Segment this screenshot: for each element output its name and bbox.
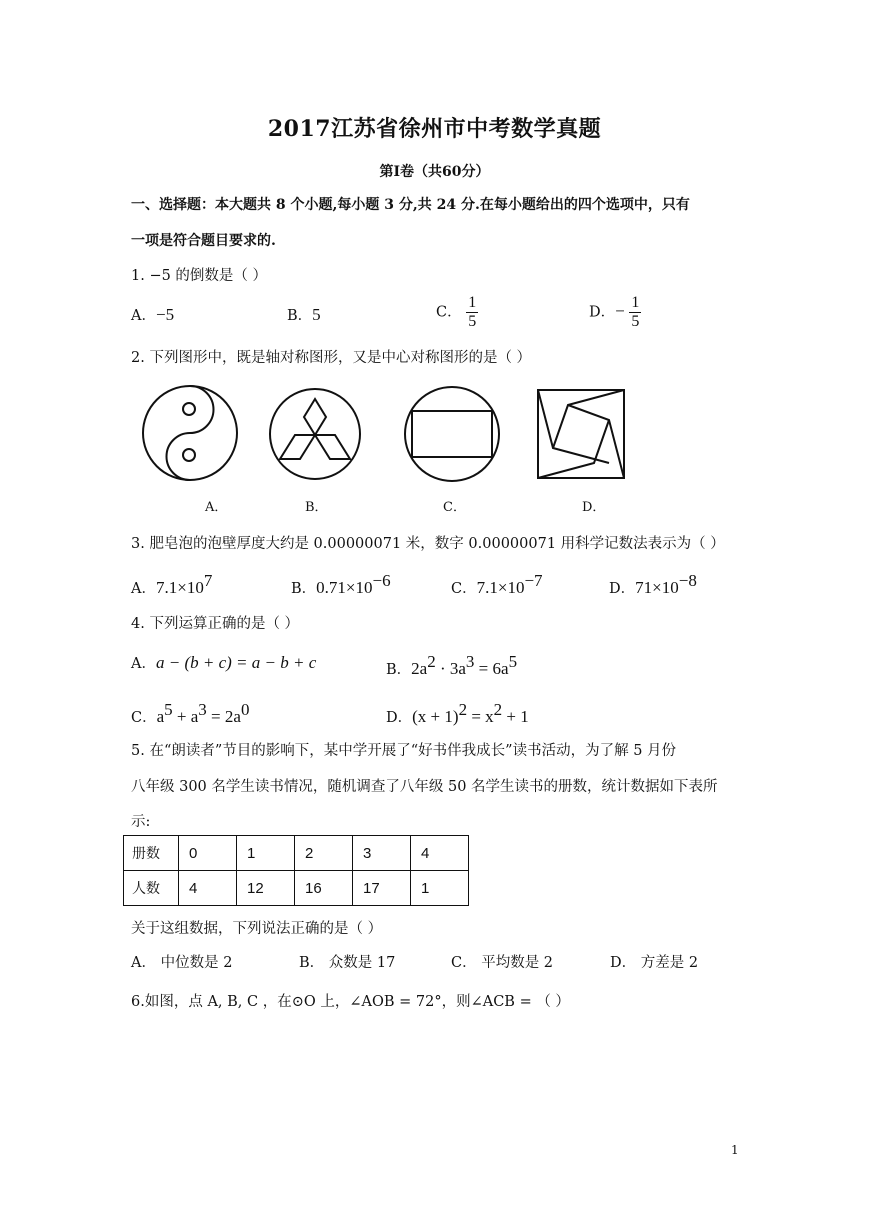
q5-option-b: B． 众数是 17 <box>299 955 396 971</box>
table-cell: 3 <box>353 836 411 871</box>
expr-part: = x <box>467 707 494 726</box>
table-header-cell: 册数 <box>124 836 179 871</box>
page-title: 2017江苏省徐州市中考数学真题 <box>267 116 602 142</box>
table-cell: 0 <box>179 836 237 871</box>
q3-option-c <box>451 571 543 598</box>
figure-label-d: D． <box>582 500 606 515</box>
exponent: −6 <box>372 571 391 590</box>
option-label: A． <box>131 656 156 672</box>
option-value: 0.71×10 <box>316 578 373 597</box>
q5-option-c: C． 平均数是 2 <box>451 955 554 971</box>
figure-label-b: B． <box>305 500 328 515</box>
rectangle-in-circle-figure <box>405 387 499 481</box>
table-cell: 17 <box>353 871 411 906</box>
q4-option-a <box>131 652 316 673</box>
option-label: A． <box>131 581 156 597</box>
exponent: 5 <box>164 700 173 719</box>
question-4-stem: 4. 下列运算正确的是（ ） <box>131 616 300 632</box>
exponent: 3 <box>198 700 207 719</box>
table-cell: 1 <box>411 871 469 906</box>
expr-part: (x + 1) <box>412 707 459 726</box>
expr-part: + a <box>172 707 199 726</box>
exponent: 3 <box>465 652 475 671</box>
q3-option-d <box>609 571 697 598</box>
question-5-line1: 5. 在“朗读者”节目的影响下，某中学开展了“好书伴我成长”读书活动，为了解 5 月份 <box>131 743 677 759</box>
expr-part: · 3a <box>435 659 466 678</box>
q3-option-b <box>291 571 391 598</box>
option-value: −5 <box>155 305 175 324</box>
q4-option-c <box>131 700 249 727</box>
option-label: B． <box>386 662 412 678</box>
page-number: 1 <box>731 1143 739 1157</box>
exponent: 0 <box>240 700 250 719</box>
fraction <box>466 294 478 331</box>
option-value: 71×10 <box>635 578 679 597</box>
numerator: 1 <box>468 294 477 311</box>
question-2-stem: 2. 下列图形中，既是轴对称图形，又是中心对称图形的是（ ） <box>131 350 532 366</box>
figure-label-c: C． <box>443 500 466 515</box>
table-cell: 4 <box>411 836 469 871</box>
section-instructions-line2: 一项是符合题目要求的. <box>131 233 276 249</box>
exponent: 2 <box>458 700 468 719</box>
q2-figures <box>135 378 650 490</box>
minus-sign: − <box>615 301 625 321</box>
numerator: 1 <box>631 294 640 311</box>
expr-part: + 1 <box>502 707 529 726</box>
exponent: −8 <box>678 571 697 590</box>
table-row <box>124 871 469 906</box>
exponent: 2 <box>493 700 503 719</box>
q5-option-a: A． 中位数是 2 <box>131 955 233 971</box>
fraction <box>629 294 641 331</box>
exponent: 2 <box>427 652 436 671</box>
table-cell: 16 <box>295 871 353 906</box>
question-3-stem: 3. 肥皂泡的泡壁厚度大约是 0.00000071 米，数字 0.00000071 用科学记数法表示为（ ） <box>131 536 725 552</box>
question-5-prompt: 关于这组数据，下列说法正确的是（ ） <box>131 921 383 937</box>
table-cell: 4 <box>179 871 237 906</box>
option-label: B． <box>291 581 317 597</box>
expr-part: = 2a <box>206 707 241 726</box>
denominator: 5 <box>631 313 640 330</box>
option-label: A． <box>131 308 156 324</box>
section-instructions-line1: 一、选择题：本大题共 8 个小题,每小题 3 分,共 24 分.在每小题给出的四个选项中，只有 <box>131 197 690 213</box>
expr-part: a <box>156 707 165 726</box>
option-label: B． <box>287 308 313 324</box>
option-label: D． <box>589 304 616 321</box>
table-header-cell: 人数 <box>124 871 179 906</box>
figure-label-a: A． <box>205 500 228 515</box>
survey-table <box>123 835 469 906</box>
exponent: 5 <box>508 652 518 671</box>
exponent: −7 <box>524 571 543 590</box>
table-cell: 1 <box>237 836 295 871</box>
three-diamonds-figure <box>270 389 360 479</box>
option-label: D． <box>609 581 636 597</box>
question-5-line3: 示: <box>131 814 151 830</box>
option-label: C． <box>451 581 477 597</box>
yin-yang-figure <box>143 386 237 480</box>
q1-option-b <box>287 304 321 325</box>
option-value: 7.1×10 <box>476 578 525 597</box>
q4-option-b <box>386 652 517 679</box>
option-value: a − (b + c) = a − b + c <box>155 653 317 672</box>
question-5-line2: 八年级 300 名学生读书情况，随机调查了八年级 50 名学生读书的册数，统计数据如下表所 <box>131 779 718 795</box>
q4-option-d <box>386 700 529 727</box>
question-1-stem: 1. −5 的倒数是（ ） <box>131 268 268 284</box>
option-label: D． <box>386 710 413 726</box>
expr-part: 2a <box>411 659 428 678</box>
pinwheel-square-figure <box>538 390 624 478</box>
table-cell: 2 <box>295 836 353 871</box>
option-value: 5 <box>312 305 321 324</box>
q3-option-a <box>131 571 212 598</box>
option-value: 7.1×10 <box>155 578 204 597</box>
section-subtitle: 第Ⅰ卷（共60分） <box>379 164 490 180</box>
table-cell: 12 <box>237 871 295 906</box>
exponent: 7 <box>203 571 213 590</box>
q1-option-d <box>589 294 641 331</box>
table-row <box>124 836 469 871</box>
q1-option-c <box>436 294 478 331</box>
expr-part: = 6a <box>474 659 509 678</box>
q1-option-a <box>131 304 174 325</box>
denominator: 5 <box>468 313 477 330</box>
option-label: C． <box>436 304 462 321</box>
q5-option-d: D． 方差是 2 <box>610 955 699 971</box>
option-label: C． <box>131 710 157 726</box>
question-6-stem: 6.如图，点 A, B, C ，在⊙O 上，∠AOB = 72°，则∠ACB = （ ） <box>131 994 570 1010</box>
